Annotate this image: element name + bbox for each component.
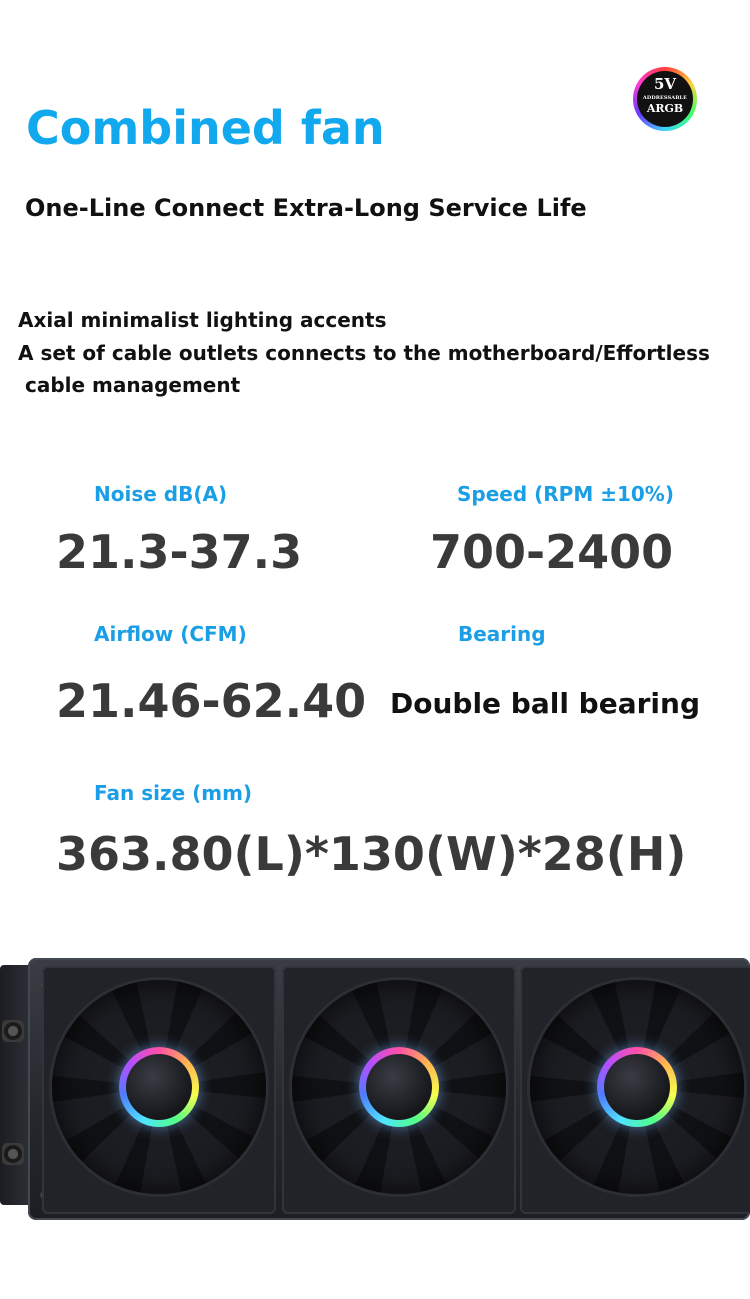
fan-blades-icon [530, 980, 744, 1194]
fan-size-label: Fan size (mm) [94, 781, 253, 805]
page-subtitle: One-Line Connect Extra-Long Service Life [25, 194, 587, 222]
badge-addressable: ADDRESSABLE [642, 95, 688, 101]
argb-ring-icon [119, 1047, 199, 1127]
argb-ring-icon [597, 1047, 677, 1127]
airflow-label: Airflow (CFM) [94, 622, 247, 646]
fan-bay-1 [42, 966, 276, 1214]
bearing-value: Double ball bearing [390, 687, 700, 720]
fan-hub [126, 1054, 192, 1120]
fan-blades-icon [292, 980, 506, 1194]
fan-bay-2 [282, 966, 516, 1214]
noise-label: Noise dB(A) [94, 482, 228, 506]
fan-hub [366, 1054, 432, 1120]
noise-value: 21.3-37.3 [56, 525, 303, 579]
feature-line-2: A set of cable outlets connects to the motherboard/Effortless [18, 341, 710, 365]
airflow-value: 21.46-62.40 [56, 674, 367, 728]
feature-line-3: cable management [18, 373, 241, 397]
badge-inner [637, 71, 693, 127]
fan-blades-icon [52, 980, 266, 1194]
feature-line-1: Axial minimalist lighting accents [18, 308, 387, 332]
argb-badge-icon [633, 67, 697, 131]
page-title: Combined fan [26, 101, 385, 155]
hose-port-icon [2, 1143, 24, 1165]
fan-size-value: 363.80(L)*130(W)*28(H) [56, 827, 687, 881]
badge-voltage: 5V [653, 75, 677, 93]
argb-ring-icon [359, 1047, 439, 1127]
fan-hub [604, 1054, 670, 1120]
fan-bay-3 [520, 966, 750, 1214]
fan-product-image [0, 950, 750, 1225]
badge-argb: ARGB [646, 102, 684, 115]
hose-port-icon [2, 1020, 24, 1042]
bearing-label: Bearing [458, 622, 546, 646]
speed-label: Speed (RPM ±10%) [457, 482, 674, 506]
fan-frame [28, 958, 750, 1220]
speed-value: 700-2400 [430, 525, 674, 579]
